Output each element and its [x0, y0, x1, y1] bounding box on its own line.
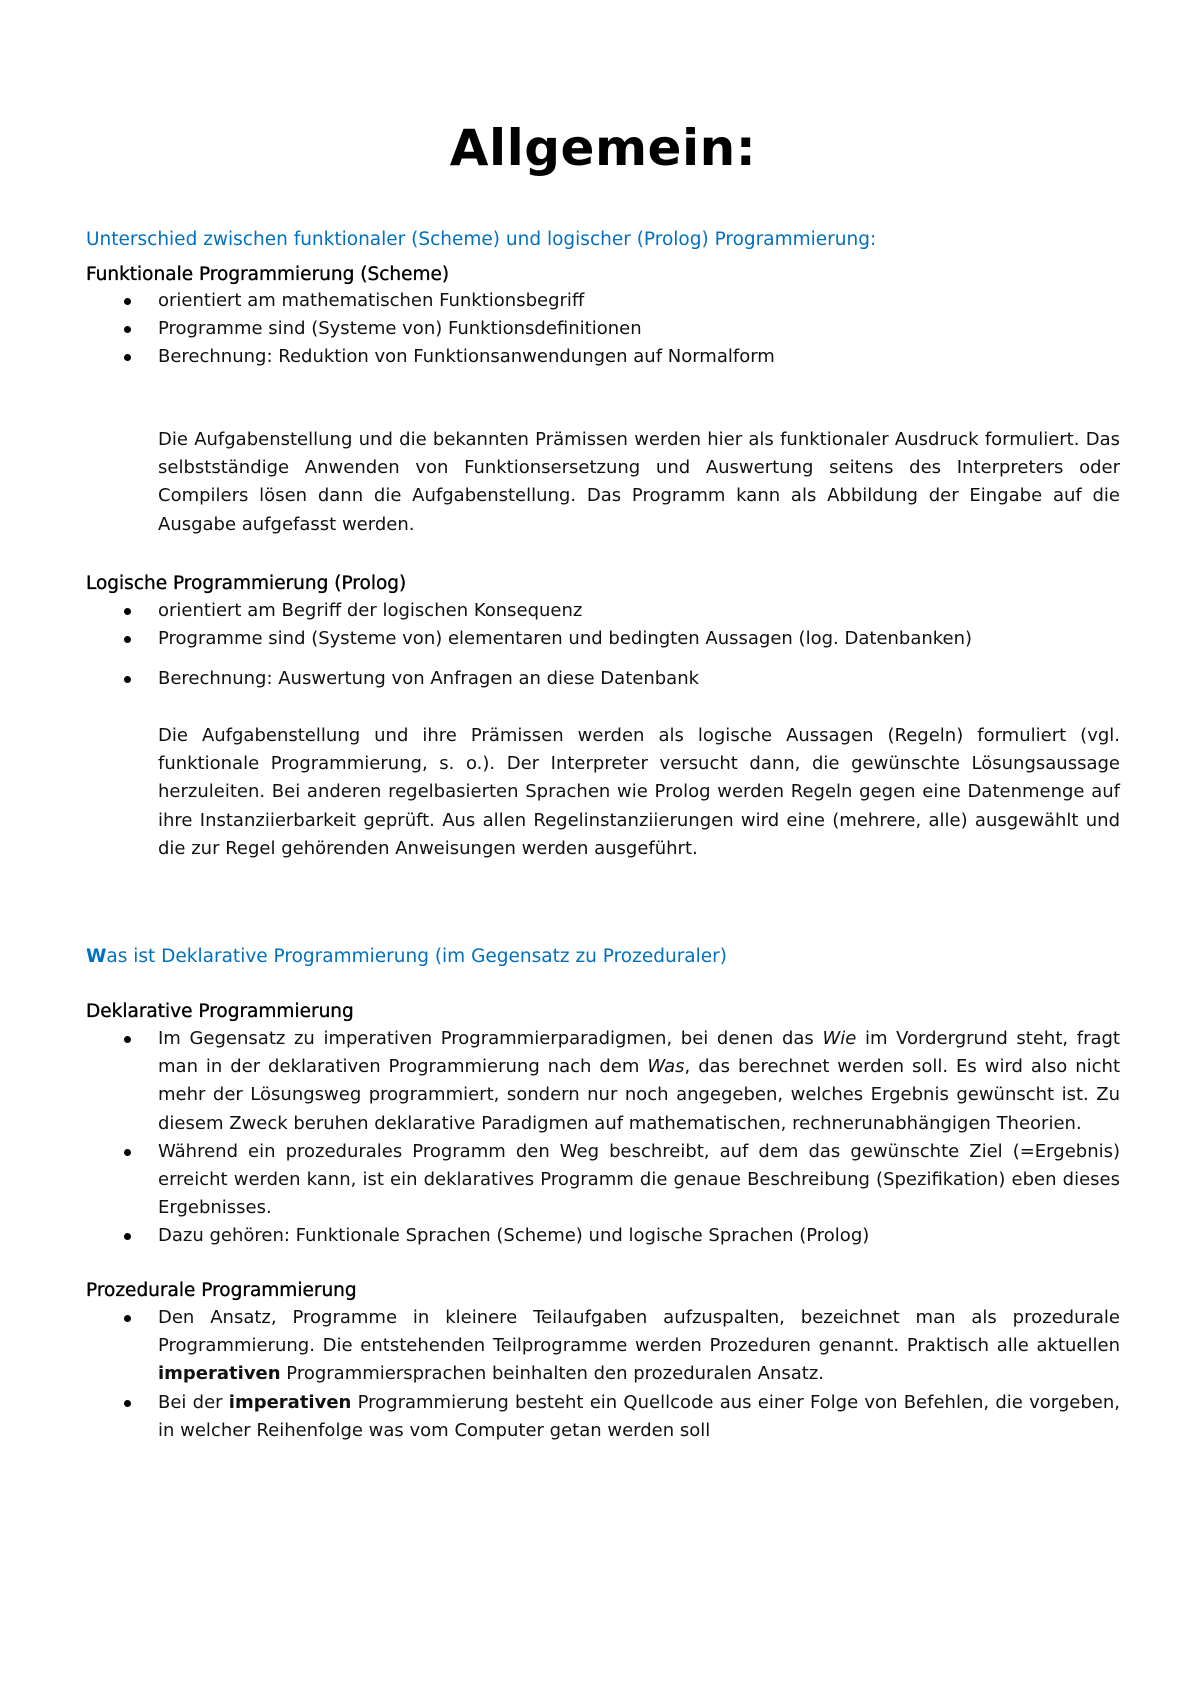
- bullet-icon: [124, 1315, 131, 1322]
- list-item: Während ein prozedurales Programm den Weg beschreibt, auf dem das gewünschte Ziel (=Ergebnis) erreicht werden kann, ist ein deklaratives Programm die genaue Beschreibung (Spezifikation) eben dieses Ergebnisses.: [86, 1138, 1120, 1223]
- section-heading-declarative: Was ist Deklarative Programmierung (im Gegensatz zu Prozeduraler): [86, 946, 727, 967]
- logical-bullet-list: [86, 597, 1120, 694]
- list-item: Berechnung: Auswertung von Anfragen an diese Datenbank: [86, 665, 1120, 693]
- subheading-functional-programming: Funktionale Programmierung (Scheme): [86, 264, 450, 285]
- list-item: orientiert am Begriff der logischen Konsequenz: [86, 597, 1120, 625]
- procedural-bullet-list: [86, 1304, 1120, 1445]
- logical-paragraph: Die Aufgabenstellung und ihre Prämissen werden als logische Aussagen (Regeln) formuliert (vgl. funktionale Programmierung, s. o.). Der Interpreter versucht dann, die gewünschte Lösungsaussage herzuleiten. Bei anderen regelbasierten Sprachen wie Prolog werden Regeln gegen eine Datenmenge auf ihre Instanziierbarkeit geprüft. Aus allen Regelinstanziierungen wird eine (mehrere, alle) ausgewählt und die zur Regel gehörenden Anweisungen werden ausgeführt.: [158, 725, 1120, 859]
- functional-paragraph: Die Aufgabenstellung und die bekannten Prämissen werden hier als funktionaler Ausdruck formuliert. Das selbstständige Anwenden von Funktionsersetzung und Auswertung seitens des Interpreters oder Compilers lösen dann die Aufgabenstellung. Das Programm kann als Abbildung der Eingabe auf die Ausgabe aufgefasst werden.: [158, 429, 1120, 535]
- list-item: Den Ansatz, Programme in kleinere Teilaufgaben aufzuspalten, bezeichnet man als prozedurale Programmierung. Die entstehenden Teilprogramme werden Prozeduren genannt. Praktisch alle aktuellen imperativen Programmiersprachen beinhalten den prozeduralen Ansatz.: [86, 1304, 1120, 1389]
- functional-bullet-list: [86, 287, 1120, 372]
- bullet-icon: [124, 676, 131, 683]
- subheading-procedural-programming: Prozedurale Programmierung: [86, 1280, 357, 1301]
- section-heading-functional-vs-logical: Unterschied zwischen funktionaler (Scheme) und logischer (Prolog) Programmierung:: [86, 229, 877, 250]
- list-item: Bei der imperativen Programmierung besteht ein Quellcode aus einer Folge von Befehlen, die vorgeben, in welcher Reihenfolge was vom Computer getan werden soll: [86, 1389, 1120, 1445]
- bullet-icon: [124, 354, 131, 361]
- list-item: Dazu gehören: Funktionale Sprachen (Scheme) und logische Sprachen (Prolog): [86, 1222, 1120, 1250]
- list-item: Programme sind (Systeme von) elementaren und bedingten Aussagen (log. Datenbanken): [86, 625, 1120, 653]
- list-item: Programme sind (Systeme von) Funktionsdefinitionen: [86, 315, 1120, 343]
- bullet-icon: [124, 298, 131, 305]
- bullet-icon: [124, 326, 131, 333]
- page-title: Allgemein:: [449, 119, 757, 177]
- subheading-declarative-programming: Deklarative Programmierung: [86, 1001, 354, 1022]
- bullet-icon: [124, 1400, 131, 1407]
- declarative-bullet-list: [86, 1025, 1120, 1251]
- bullet-icon: [124, 1149, 131, 1156]
- bullet-icon: [124, 1036, 131, 1043]
- bullet-icon: [124, 608, 131, 615]
- list-item: Im Gegensatz zu imperativen Programmierparadigmen, bei denen das Wie im Vordergrund steht, fragt man in der deklarativen Programmierung nach dem Was, das berechnet werden soll. Es wird also nicht mehr der Lösungsweg programmiert, sondern nur noch angegeben, welches Ergebnis gewünscht ist. Zu diesem Zweck beruhen deklarative Paradigmen auf mathematischen, rechnerunabhängigen Theorien.: [86, 1025, 1120, 1138]
- bullet-icon: [124, 636, 131, 643]
- list-item: Berechnung: Reduktion von Funktionsanwendungen auf Normalform: [86, 343, 1120, 371]
- subheading-logical-programming: Logische Programmierung (Prolog): [86, 573, 407, 594]
- bullet-icon: [124, 1233, 131, 1240]
- list-item: orientiert am mathematischen Funktionsbegriff: [86, 287, 1120, 315]
